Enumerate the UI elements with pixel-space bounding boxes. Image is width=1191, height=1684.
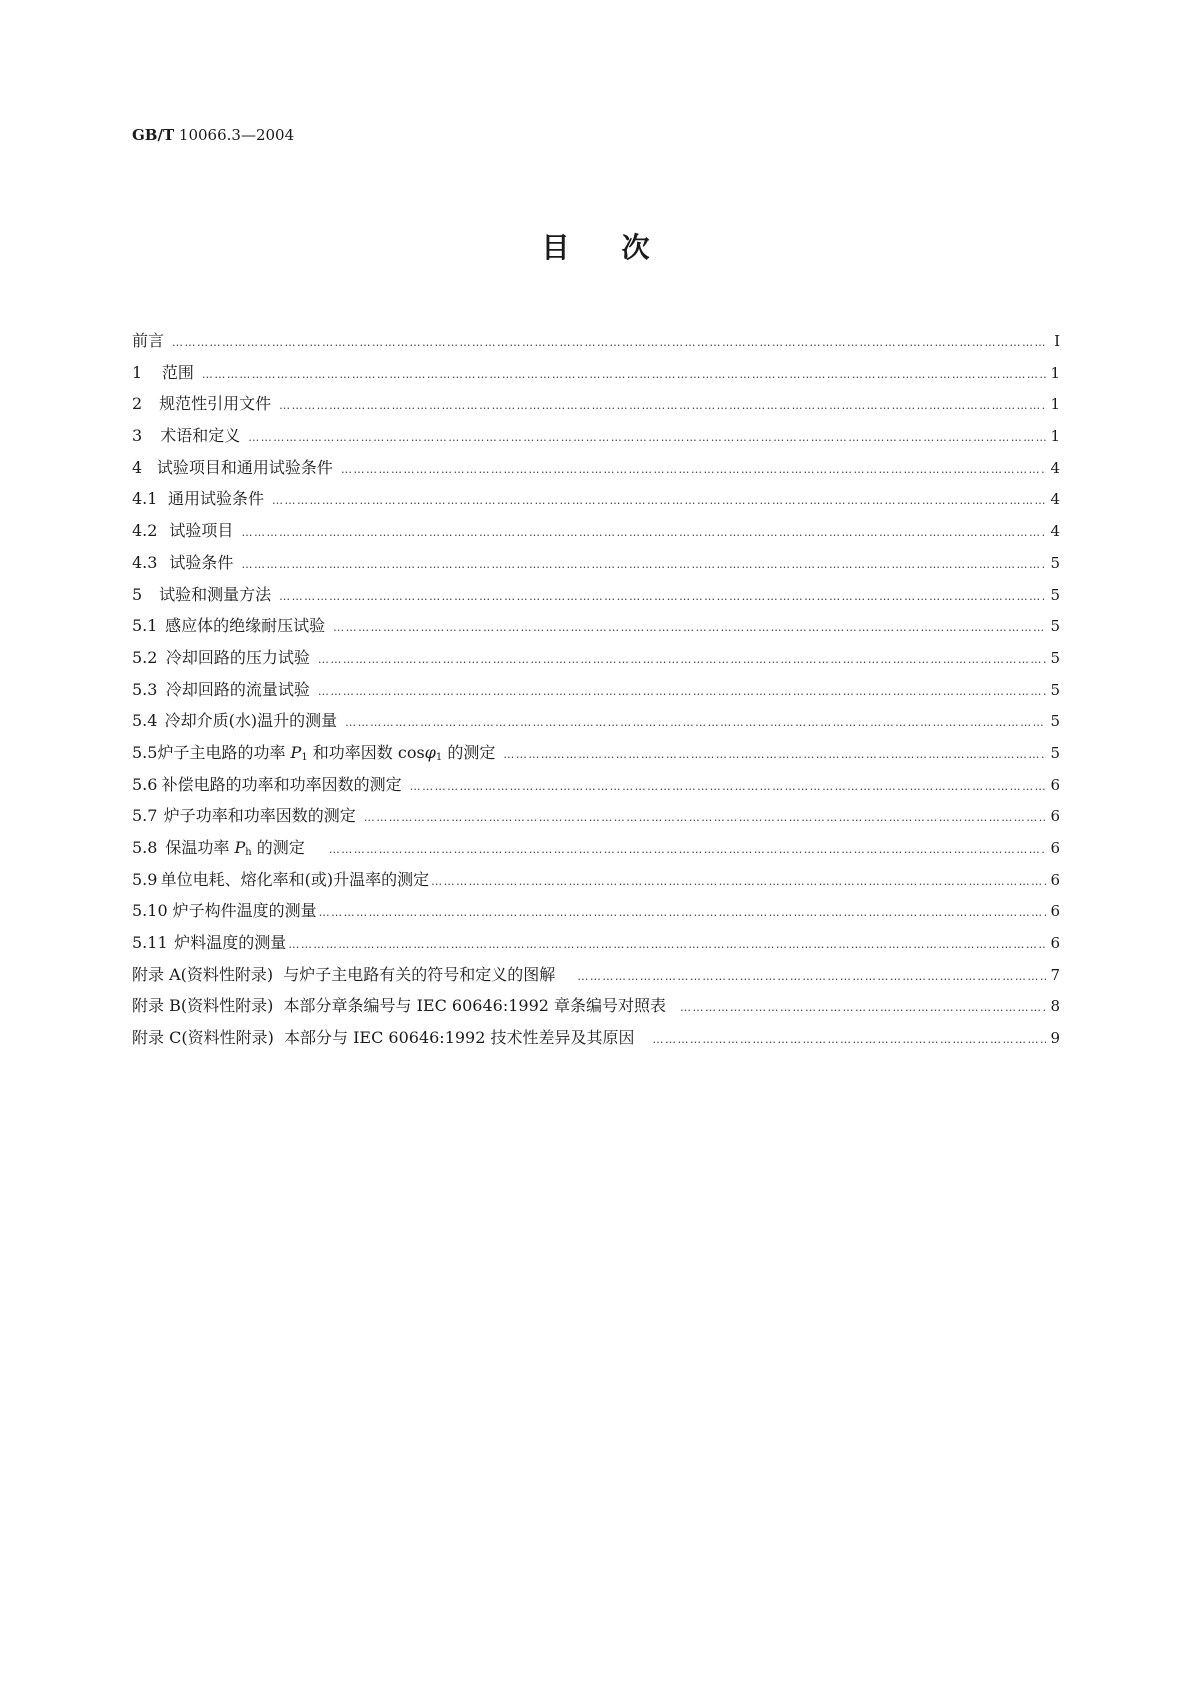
toc-entry-page: 5 bbox=[1050, 680, 1060, 699]
toc-entry-page: 6 bbox=[1050, 807, 1060, 826]
toc-entry-label: 补偿电路的功率和功率因数的测定 bbox=[161, 774, 402, 794]
toc-entry-page: 6 bbox=[1050, 839, 1060, 857]
toc-leader-dots bbox=[248, 426, 1046, 445]
toc-entry-5-1[interactable] bbox=[132, 613, 1060, 645]
toc-entry-label: 试验和测量方法 bbox=[159, 584, 272, 604]
toc-entry-number: 5.9 bbox=[132, 869, 158, 889]
toc-leader-dots bbox=[202, 363, 1046, 382]
toc-leader-dots bbox=[319, 901, 1046, 920]
toc-leader-dots bbox=[241, 553, 1046, 572]
toc-leader-dots bbox=[503, 743, 1046, 762]
toc-entry-5-3[interactable] bbox=[132, 677, 1060, 709]
toc-entry-label: 冷却介质(水)温升的测量 bbox=[164, 711, 338, 731]
toc-leader-dots bbox=[318, 648, 1046, 667]
toc-entry-number: 5.8 bbox=[132, 838, 158, 857]
toc-entry-label bbox=[157, 740, 495, 763]
toc-entry-page: 5 bbox=[1050, 585, 1060, 604]
toc-leader-dots bbox=[341, 458, 1046, 477]
toc-entry-number: 5.5 bbox=[132, 742, 158, 762]
toc-entry-page: 6 bbox=[1050, 775, 1060, 794]
toc-entry-4-3[interactable] bbox=[132, 550, 1060, 582]
toc-entry-number: 5.11 bbox=[132, 933, 168, 953]
toc-entry-5[interactable] bbox=[132, 582, 1060, 614]
toc-entry-4-2[interactable] bbox=[132, 518, 1060, 550]
toc-entry-2[interactable] bbox=[132, 391, 1060, 423]
toc-entry-annex-b[interactable] bbox=[132, 993, 1060, 1025]
toc-entry-page: 9 bbox=[1050, 1029, 1060, 1048]
symbol-p: P bbox=[290, 742, 302, 762]
subscript: h bbox=[245, 847, 252, 858]
toc-entry-label bbox=[165, 835, 304, 858]
toc-entry-page: 1 bbox=[1050, 427, 1060, 446]
toc-entry-label: 前言 bbox=[132, 331, 165, 350]
toc-entry-label: 通用试验条件 bbox=[168, 489, 265, 509]
toc-entry-page: 5 bbox=[1050, 617, 1060, 636]
toc-entry-5-7[interactable] bbox=[132, 803, 1060, 835]
toc-entry-number: 5.2 bbox=[132, 647, 158, 667]
toc-entry-number: 5.1 bbox=[132, 616, 158, 636]
toc-entry-5-6[interactable] bbox=[132, 772, 1060, 804]
toc-entry-4[interactable] bbox=[132, 455, 1060, 487]
toc-label-text: 炉子主电路的功率 bbox=[157, 742, 291, 762]
toc-entry-label: 范围 bbox=[161, 362, 194, 382]
toc-entry-number: 5.3 bbox=[132, 679, 158, 699]
toc-entry-5-11[interactable] bbox=[132, 930, 1060, 962]
toc-entry-page: 5 bbox=[1050, 553, 1060, 572]
toc-entry-number: 1 bbox=[132, 362, 143, 382]
toc-entry-number: 5.4 bbox=[132, 711, 158, 731]
toc-leader-dots bbox=[653, 1028, 1047, 1047]
table-of-contents bbox=[132, 328, 1060, 1057]
toc-leader-dots bbox=[172, 331, 1046, 350]
toc-entry-5-5[interactable] bbox=[132, 740, 1060, 772]
toc-entry-label: 术语和定义 bbox=[160, 426, 241, 446]
subscript: 1 bbox=[435, 751, 443, 763]
toc-entry-page: 1 bbox=[1050, 363, 1060, 382]
toc-label-text: 保温功率 bbox=[165, 838, 235, 857]
toc-entry-4-1[interactable] bbox=[132, 486, 1060, 518]
toc-entry-number: 4.1 bbox=[132, 489, 158, 509]
toc-entry-label: 试验项目和通用试验条件 bbox=[156, 457, 333, 477]
toc-entry-3[interactable] bbox=[132, 423, 1060, 455]
toc-entry-page: 8 bbox=[1050, 997, 1060, 1016]
toc-entry-page: 4 bbox=[1050, 458, 1060, 477]
toc-entry-page: 1 bbox=[1050, 395, 1060, 414]
toc-entry-label: 试验项目 bbox=[169, 521, 234, 541]
toc-entry-label: 试验条件 bbox=[169, 552, 234, 572]
toc-entry-number: 5.6 bbox=[132, 774, 158, 794]
toc-entry-label: 冷却回路的流量试验 bbox=[165, 679, 310, 699]
toc-leader-dots bbox=[279, 394, 1046, 413]
toc-entry-1[interactable] bbox=[132, 360, 1060, 392]
toc-entry-5-4[interactable] bbox=[132, 708, 1060, 740]
toc-entry-foreword[interactable] bbox=[132, 328, 1060, 360]
toc-entry-5-9[interactable] bbox=[132, 867, 1060, 899]
toc-entry-label: 单位电耗、熔化率和(或)升温率的测定 bbox=[160, 869, 430, 889]
document-code-prefix: GB/T bbox=[132, 126, 175, 144]
toc-leader-dots bbox=[577, 965, 1046, 984]
subscript: 1 bbox=[301, 751, 308, 763]
toc-entry-label: 规范性引用文件 bbox=[159, 394, 272, 414]
toc-leader-dots bbox=[318, 680, 1046, 699]
document-code bbox=[132, 126, 294, 144]
toc-entry-page: 6 bbox=[1050, 870, 1060, 889]
toc-entry-annex-a[interactable] bbox=[132, 962, 1060, 994]
toc-entry-5-2[interactable] bbox=[132, 645, 1060, 677]
toc-entry-page: 6 bbox=[1050, 934, 1060, 953]
toc-leader-dots bbox=[288, 933, 1046, 952]
toc-entry-number: 3 bbox=[132, 426, 143, 446]
toc-entry-page: I bbox=[1054, 332, 1060, 350]
toc-entry-5-8[interactable] bbox=[132, 835, 1060, 867]
toc-entry-page: 4 bbox=[1050, 522, 1060, 541]
toc-entry-page: 7 bbox=[1050, 965, 1060, 984]
page-title: 目次 bbox=[541, 231, 702, 264]
toc-entry-number: 5 bbox=[132, 584, 143, 604]
toc-entry-number: 2 bbox=[132, 394, 143, 414]
toc-entry-page: 5 bbox=[1050, 712, 1060, 731]
toc-leader-dots bbox=[345, 711, 1046, 730]
toc-entry-number: 4 bbox=[132, 457, 143, 477]
toc-label-text: 的测定 bbox=[442, 742, 496, 762]
toc-entry-label: 炉子构件温度的测量 bbox=[172, 901, 317, 921]
toc-entry-5-10[interactable] bbox=[132, 898, 1060, 930]
toc-entry-label: 附录 A(资料性附录) 与炉子主电路有关的符号和定义的图解 bbox=[132, 964, 556, 984]
toc-leader-dots bbox=[431, 870, 1046, 889]
toc-leader-dots bbox=[279, 585, 1046, 604]
toc-entry-label: 附录 C(资料性附录) 本部分与 IEC 60646:1992 技术性差异及其原因 bbox=[132, 1028, 635, 1048]
toc-entry-label: 炉料温度的测量 bbox=[174, 933, 287, 953]
toc-label-text: 的测定 bbox=[251, 838, 305, 857]
toc-entry-annex-c[interactable] bbox=[132, 1025, 1060, 1057]
toc-entry-page: 5 bbox=[1050, 743, 1060, 762]
toc-entry-number: 4.3 bbox=[132, 552, 158, 572]
toc-entry-number: 5.10 bbox=[132, 901, 168, 921]
toc-leader-dots bbox=[680, 996, 1046, 1015]
toc-entry-page: 6 bbox=[1050, 902, 1060, 921]
document-code-number: 10066.3—2004 bbox=[174, 126, 295, 144]
toc-leader-dots bbox=[364, 806, 1046, 825]
toc-entry-label: 冷却回路的压力试验 bbox=[165, 647, 310, 667]
toc-label-text: 和功率因数 cos bbox=[307, 742, 425, 762]
toc-entry-number: 5.7 bbox=[132, 806, 158, 826]
toc-leader-dots bbox=[329, 838, 1046, 857]
toc-leader-dots bbox=[241, 521, 1046, 540]
toc-entry-page: 5 bbox=[1050, 648, 1060, 667]
toc-leader-dots bbox=[272, 489, 1046, 508]
symbol-phi: φ bbox=[424, 742, 436, 762]
toc-entry-page: 4 bbox=[1050, 490, 1060, 509]
toc-entry-label: 附录 B(资料性附录) 本部分章条编号与 IEC 60646:1992 章条编号对照表 bbox=[132, 996, 667, 1016]
toc-entry-number: 4.2 bbox=[132, 521, 158, 541]
toc-leader-dots bbox=[410, 775, 1046, 794]
toc-leader-dots bbox=[333, 616, 1046, 635]
toc-entry-label: 感应体的绝缘耐压试验 bbox=[165, 616, 326, 636]
toc-entry-label: 炉子功率和功率因数的测定 bbox=[163, 806, 356, 826]
symbol-p: P bbox=[234, 838, 246, 857]
